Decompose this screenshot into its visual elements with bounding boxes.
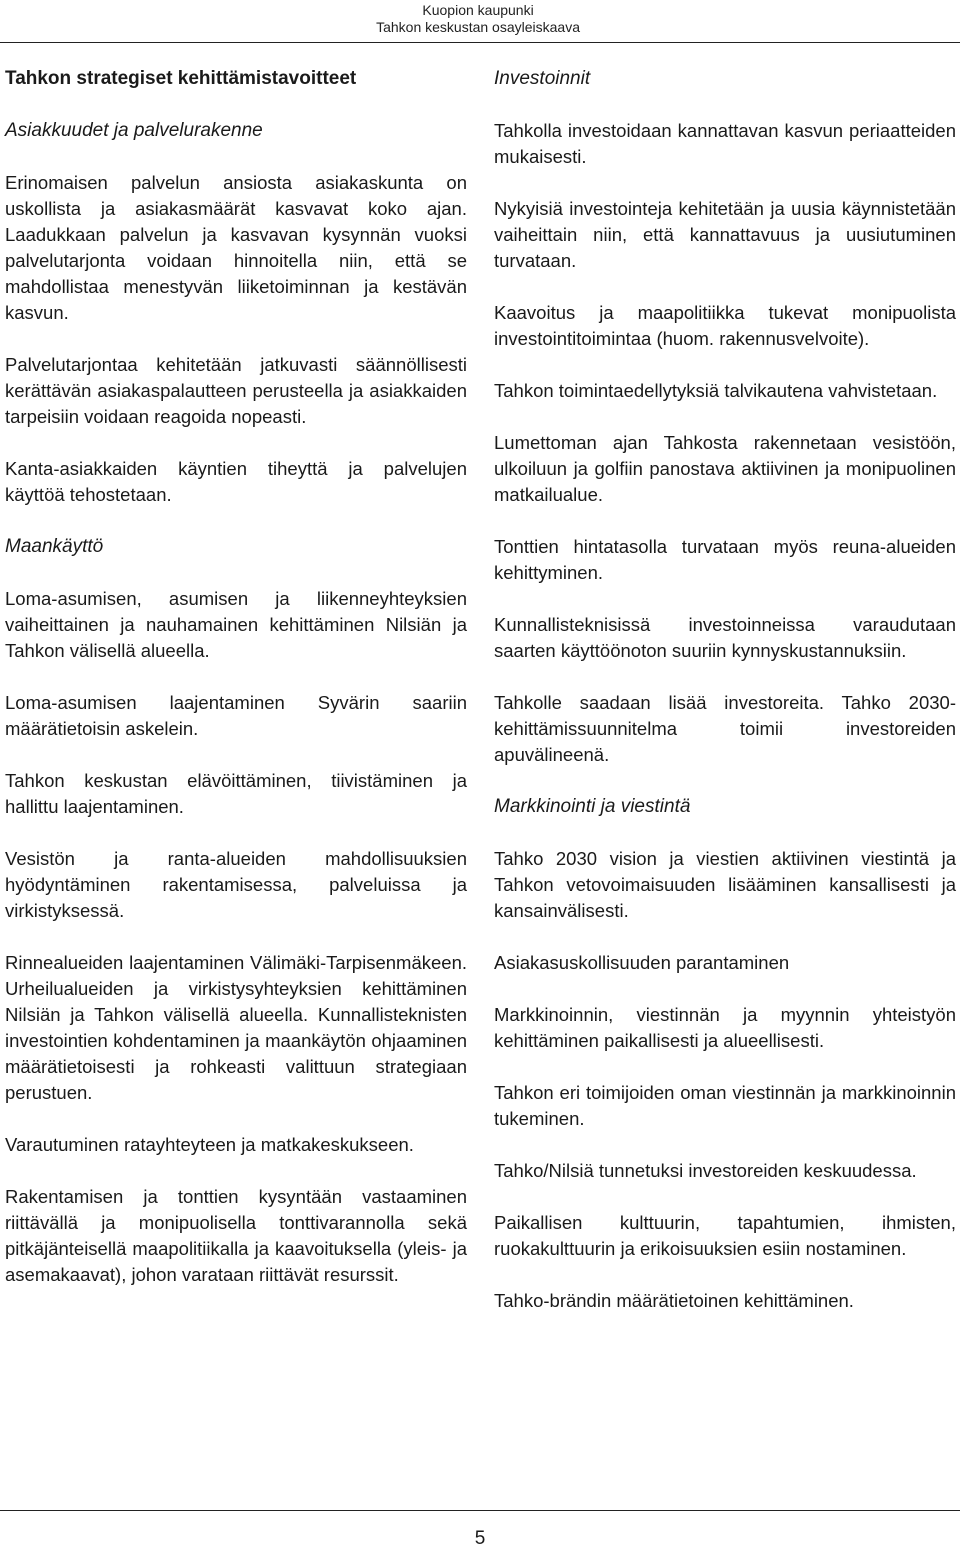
- paragraph: Palvelutarjontaa kehitetään jatkuvasti säännöllisesti kerättävän asiakaspalautteen perusteella ja asiakkaiden tarpeisiin voidaan reagoida nopeasti.: [5, 354, 467, 427]
- header-document-title: Tahkon keskustan osayleiskaava: [376, 19, 580, 35]
- paragraph: Rakentamisen ja tonttien kysyntään vastaaminen riittävällä ja monipuolisella tonttivarannolla sekä pitkäjänteisellä maapolitiikalla ja kaavoituksella (yleis- ja asemakaavat), johon varataan riittävät resurssit.: [5, 1186, 467, 1285]
- paragraph: Asiakasuskollisuuden parantaminen: [494, 952, 790, 973]
- header-divider: [0, 42, 960, 43]
- page-header: [376, 2, 580, 36]
- paragraph: Tahko 2030 vision ja viestien aktiivinen viestintä ja Tahkon vetovoimaisuuden lisääminen kansallisesti ja kansainvälisesti.: [494, 848, 956, 921]
- paragraph: Tahkon eri toimijoiden oman viestinnän ja markkinoinnin tukeminen.: [494, 1082, 956, 1129]
- paragraph: Markkinoinnin, viestinnän ja myynnin yhteistyön kehittäminen paikallisesti ja alueellisesti.: [494, 1004, 956, 1051]
- paragraph: Tahkolle saadaan lisää investoreita. Tahko 2030-kehittämissuunnitelma toimii investoreiden apuvälineenä.: [494, 692, 956, 765]
- paragraph: Tahko/Nilsiä tunnetuksi investoreiden keskuudessa.: [494, 1160, 917, 1181]
- paragraph: Erinomaisen palvelun ansiosta asiakaskunta on uskollista ja asiakasmäärät kasvavat koko ajan. Laadukkaan palvelun ja kasvavan kysynnän vuoksi palvelutarjonta voidaan hinnoitella niin, että se mahdollistaa menestyvän liiketoiminnan ja kestävän kasvun.: [5, 172, 467, 323]
- right-column: [494, 62, 956, 1314]
- paragraph: Vesistön ja ranta-alueiden mahdollisuuksien hyödyntäminen rakentamisessa, palveluissa ja virkistyksessä.: [5, 848, 467, 921]
- header-organization: Kuopion kaupunki: [422, 2, 534, 18]
- paragraph: Rinnealueiden laajentaminen Välimäki-Tarpisenmäkeen. Urheilualueiden ja virkistysyhteyksien kehittäminen Nilsiän ja Tahkon välisellä alueella. Kunnallisteknisten investointien kohdentaminen ja maankäytön ohjaaminen määrätietoisesti ja rohkeasti valittuun strategiaan perustuen.: [5, 952, 467, 1103]
- paragraph: Tahkon toimintaedellytyksiä talvikautena vahvistetaan.: [494, 380, 938, 401]
- section-heading-investoinnit: Investoinnit: [494, 68, 591, 89]
- paragraph: Loma-asumisen laajentaminen Syvärin saariin määrätietoisin askelein.: [5, 692, 467, 739]
- left-column: [5, 62, 467, 1288]
- paragraph: Lumettoman ajan Tahkosta rakennetaan vesistöön, ulkoiluun ja golfiin panostava aktiivinen ja monipuolinen matkailualue.: [494, 432, 956, 505]
- paragraph: Kaavoitus ja maapolitiikka tukevat monipuolista investointitoimintaa (huom. rakennusvelvoite).: [494, 302, 956, 349]
- paragraph: Kanta-asiakkaiden käyntien tiheyttä ja palvelujen käyttöä tehostetaan.: [5, 458, 467, 505]
- paragraph: Tahkon keskustan elävöittäminen, tiivistäminen ja hallittu laajentaminen.: [5, 770, 467, 817]
- paragraph: Tahko-brändin määrätietoinen kehittäminen.: [494, 1290, 854, 1311]
- paragraph: Paikallisen kulttuurin, tapahtumien, ihmisten, ruokakulttuurin ja erikoisuuksien esiin nostaminen.: [494, 1212, 956, 1259]
- paragraph: Tahkolla investoidaan kannattavan kasvun periaatteiden mukaisesti.: [494, 120, 956, 167]
- paragraph: Loma-asumisen, asumisen ja liikenneyhteyksien vaiheittainen ja nauhamainen kehittäminen Nilsiän ja Tahkon välisellä alueella.: [5, 588, 467, 661]
- footer-divider: [0, 1510, 960, 1511]
- section-heading-asiakkuudet: Asiakkuudet ja palvelurakenne: [5, 120, 263, 141]
- section-heading-maankaytto: Maankäyttö: [5, 536, 104, 557]
- paragraph: Tonttien hintatasolla turvataan myös reuna-alueiden kehittyminen.: [494, 536, 956, 583]
- paragraph: Nykyisiä investointeja kehitetään ja uusia käynnistetään vaiheittain niin, että kannattavuus ja uusiutuminen turvataan.: [494, 198, 956, 271]
- page-title: Tahkon strategiset kehittämistavoitteet: [5, 68, 357, 89]
- paragraph: Kunnallisteknisissä investoinneissa varaudutaan saarten käyttöönoton suuriin kynnyskustannuksiin.: [494, 614, 956, 661]
- section-heading-markkinointi: Markkinointi ja viestintä: [494, 796, 691, 817]
- page-number: 5: [474, 1528, 486, 1549]
- paragraph: Varautuminen ratayhteyteen ja matkakeskukseen.: [5, 1134, 414, 1155]
